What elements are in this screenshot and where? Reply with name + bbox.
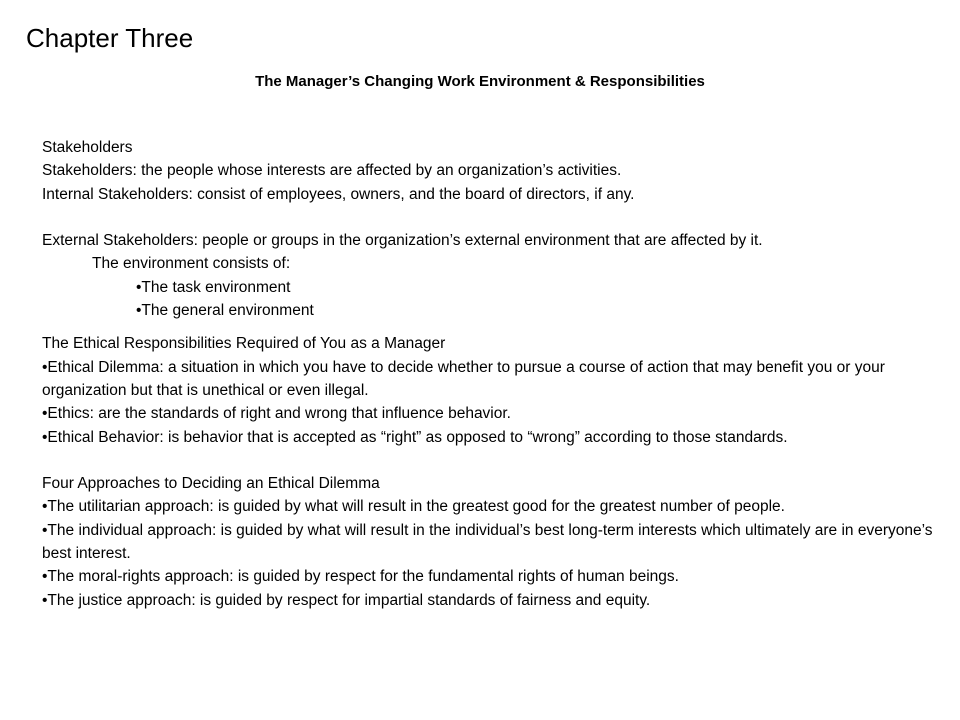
spacer	[42, 449, 947, 472]
page-subtitle: The Manager’s Changing Work Environment & Responsibilities	[255, 73, 705, 90]
stakeholders-definition: Stakeholders: the people whose interests are affected by an organization’s activities.	[42, 162, 622, 180]
approaches-heading: Four Approaches to Deciding an Ethical Dilemma	[42, 475, 380, 493]
environment-item-general: •The general environment	[136, 302, 314, 320]
environment-intro: The environment consists of:	[92, 255, 291, 273]
ethics-heading: The Ethical Responsibilities Required of You as a Manager	[42, 335, 446, 353]
approaches-section	[42, 472, 947, 612]
approach-moral-rights: •The moral-rights approach: is guided by respect for the fundamental rights of human beings.	[42, 568, 679, 586]
external-stakeholders: External Stakeholders: people or groups in the organization’s external environment that are affected by it.	[42, 232, 763, 250]
ethical-behavior-item: •Ethical Behavior: is behavior that is accepted as “right” as opposed to “wrong” according to those standards.	[42, 428, 788, 446]
chapter-title: Chapter Three	[26, 23, 194, 53]
ethical-dilemma-item: •Ethical Dilemma: a situation in which you have to decide whether to pursue a course of action that may benefit you or your organization but that is unethical or even illegal.	[42, 358, 885, 399]
stakeholders-heading: Stakeholders	[42, 139, 133, 156]
approach-utilitarian: •The utilitarian approach: is guided by what will result in the greatest good for the greatest number of people.	[42, 498, 785, 516]
spacer	[42, 322, 947, 332]
ethics-section	[42, 332, 947, 448]
approach-individual: •The individual approach: is guided by what will result in the individual’s best long-term interests which ultimately are in everyone’s best interest.	[42, 521, 933, 563]
spacer	[42, 206, 947, 229]
internal-stakeholders: Internal Stakeholders: consist of employees, owners, and the board of directors, if any.	[42, 185, 635, 203]
approach-justice: •The justice approach: is guided by respect for impartial standards of fairness and equity.	[42, 591, 651, 609]
environment-item-task: •The task environment	[136, 278, 291, 296]
document-body	[42, 136, 947, 612]
ethics-definition-item: •Ethics: are the standards of right and wrong that influence behavior.	[42, 405, 511, 423]
stakeholders-section	[42, 136, 947, 322]
